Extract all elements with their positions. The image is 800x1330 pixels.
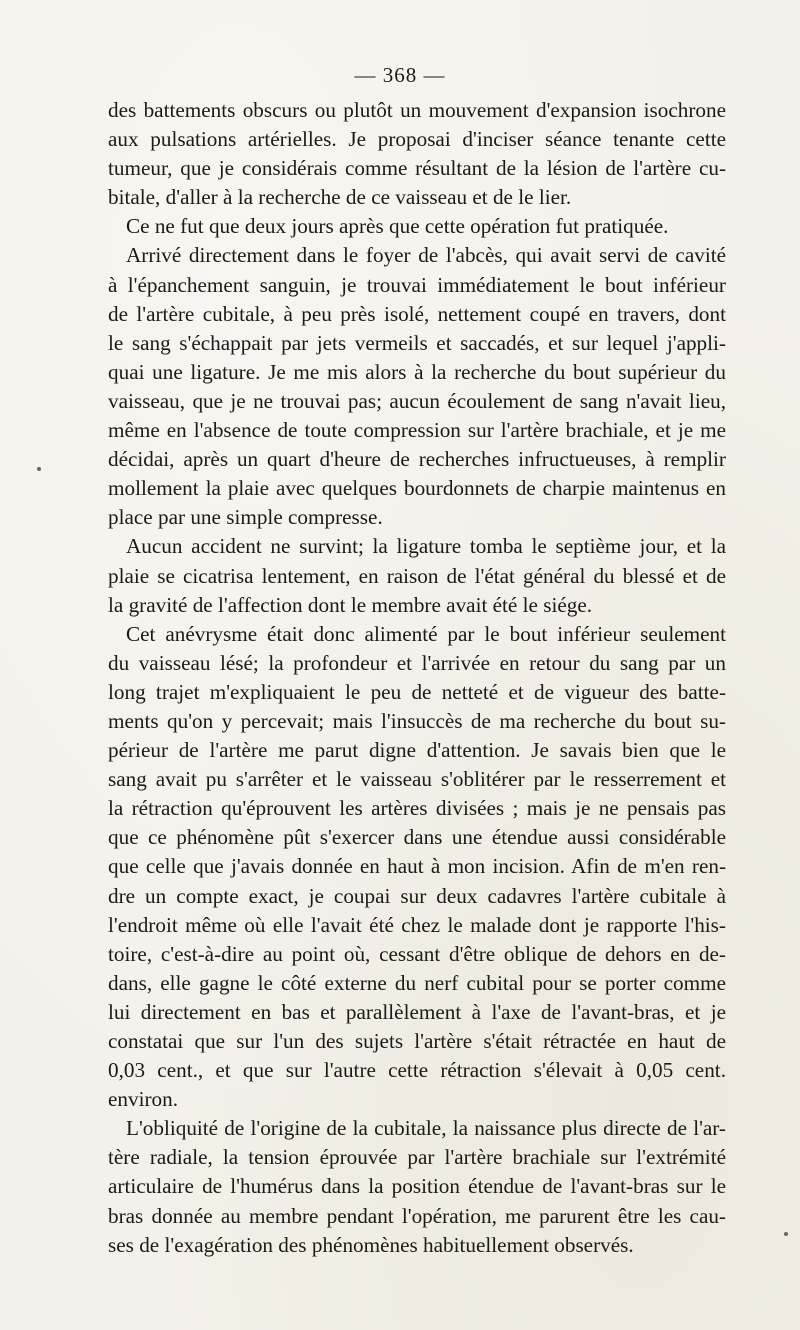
text-line: du vaisseau lésé; la profondeur et l'arrivée en retour du sang par un	[108, 650, 726, 675]
print-speck	[784, 1232, 788, 1236]
text-line: la gravité de l'affection dont le membre avait été le siége.	[108, 592, 593, 617]
text-line: constatai que sur l'un des sujets l'artère s'était rétractée en haut de	[108, 1029, 726, 1053]
text-line: dre un compte exact, je coupai sur deux cadavres l'artère cubitale à	[108, 883, 726, 908]
text-line: vaisseau, que je ne trouvai pas; aucun écoulement de sang n'avait lieu,	[108, 388, 726, 413]
page-number: — 368 —	[354, 63, 446, 87]
text-line: des battements obscurs ou plutôt un mouvement d'expansion isochrone	[108, 98, 726, 122]
text-line: aux pulsations artérielles. Je proposai d'inciser séance tenante cette	[108, 127, 726, 152]
body-text	[108, 96, 726, 1260]
text-line: articulaire de l'humérus dans la position étendue de l'avant-bras sur le	[108, 1174, 726, 1199]
text-line: tère radiale, la tension éprouvée par l'artère brachiale sur l'extrémité	[108, 1145, 726, 1170]
text-line: la rétraction qu'éprouvent les artères divisées ; mais je ne pensais pas	[108, 796, 726, 821]
text-line: même en l'absence de toute compression sur l'artère brachiale, et je me	[108, 418, 726, 443]
text-line: L'obliquité de l'origine de la cubitale, la naissance plus directe de l'ar-	[126, 1116, 726, 1141]
text-line: Arrivé directement dans le foyer de l'abcès, qui avait servi de cavité	[126, 243, 726, 268]
text-line: long trajet m'expliquaient le peu de netteté et de vigueur des batte-	[108, 679, 726, 704]
print-speck	[37, 467, 41, 471]
text-line: quai une ligature. Je me mis alors à la recherche du bout supérieur du	[108, 359, 726, 384]
text-line: que ce phénomène pût s'exercer dans une étendue aussi considérable	[108, 825, 726, 850]
text-line: ments qu'on y percevait; mais l'insuccès de ma recherche du bout su-	[108, 708, 726, 733]
text-line: plaie se cicatrisa lentement, en raison de l'état général du blessé et de	[108, 563, 726, 588]
text-line: Ce ne fut que deux jours après que cette opération fut pratiquée.	[126, 214, 669, 239]
text-line: bras donnée au membre pendant l'opération, me parurent être les cau-	[108, 1203, 726, 1228]
text-line: périeur de l'artère me parut digne d'attention. Je savais bien que le	[108, 738, 726, 763]
text-line: sang avait pu s'arrêter et le vaisseau s'oblitérer par le resserrement et	[108, 767, 726, 792]
text-line: mollement la plaie avec quelques bourdonnets de charpie maintenus en	[108, 476, 726, 501]
text-line: ses de l'exagération des phénomènes habituellement observés.	[108, 1232, 634, 1257]
text-line: 0,03 cent., et que sur l'autre cette rétraction s'élevait à 0,05 cent.	[108, 1058, 726, 1083]
text-line: Cet anévrysme était donc alimenté par le bout inférieur seulement	[126, 621, 726, 646]
text-line: dans, elle gagne le côté externe du nerf cubital pour se porter comme	[108, 970, 726, 995]
text-line: décidai, après un quart d'heure de recherches infructueuses, à remplir	[108, 447, 726, 472]
text-line: de l'artère cubitale, à peu près isolé, nettement coupé en travers, dont	[108, 301, 726, 326]
text-line: tumeur, que je considérais comme résultant de la lésion de l'artère cu-	[108, 156, 726, 181]
text-line: lui directement en bas et parallèlement à l'axe de l'avant-bras, et je	[108, 999, 726, 1024]
text-line: bitale, d'aller à la recherche de ce vaisseau et de le lier.	[108, 185, 572, 210]
text-line: à l'épanchement sanguin, je trouvai immédiatement le bout inférieur	[108, 272, 726, 297]
text-line: le sang s'échappait par jets vermeils et saccadés, et sur lequel j'appli-	[108, 330, 726, 355]
text-line: Aucun accident ne survint; la ligature tomba le septième jour, et la	[126, 534, 726, 559]
text-line: que celle que j'avais donnée en haut à mon incision. Afin de m'en ren-	[108, 854, 726, 879]
text-line: toire, c'est-à-dire au point où, cessant d'être oblique de dehors en de-	[108, 941, 726, 966]
text-line: environ.	[108, 1087, 179, 1112]
text-line: place par une simple compresse.	[108, 505, 383, 530]
text-line: l'endroit même où elle l'avait été chez le malade dont je rapporte l'his-	[108, 912, 726, 937]
